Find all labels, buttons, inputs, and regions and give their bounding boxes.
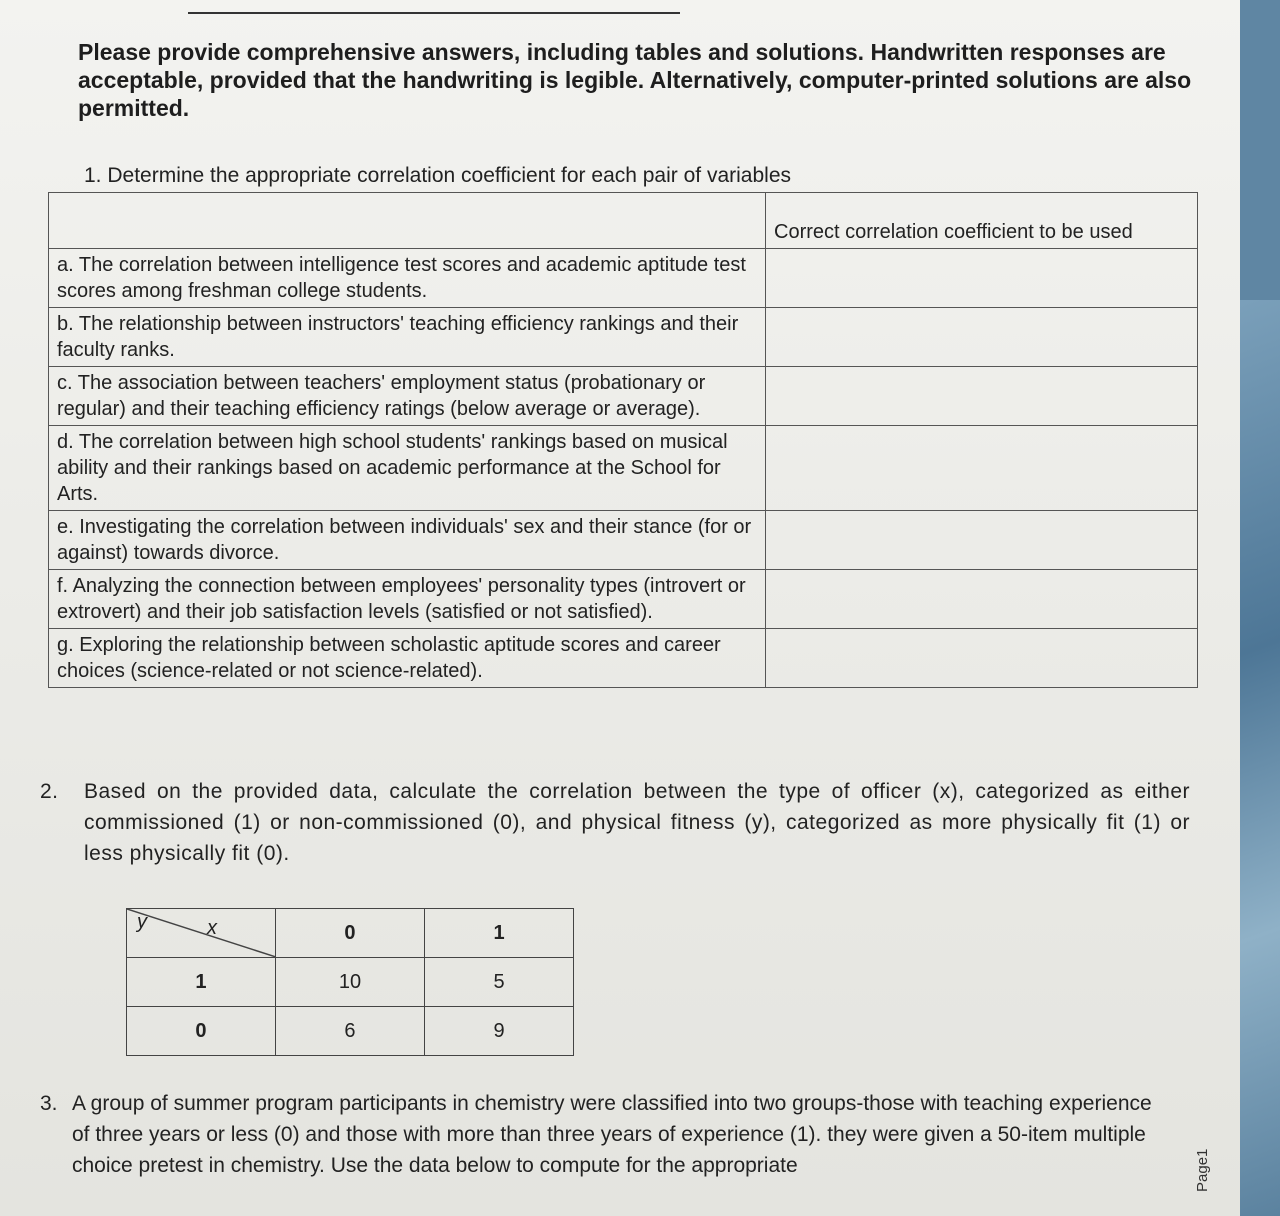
item-f: f. Analyzing the connection between employees' personality types (introvert or extrovert) and their job satisfaction levels (satisfied or not satisfied).: [49, 570, 766, 629]
question-2-number: 2.: [40, 780, 59, 803]
cell-y0-x1: 9: [425, 1007, 574, 1056]
y-value-1: 1: [127, 958, 276, 1007]
correlation-coefficient-table: [48, 192, 1198, 688]
x-axis-label: x: [207, 917, 217, 939]
x-header-0: 0: [275, 909, 424, 958]
item-e: e. Investigating the correlation between individuals' sex and their stance (for or against) towards divorce.: [49, 511, 766, 570]
corner-cell: [127, 909, 276, 958]
table-row: [49, 629, 1198, 688]
cell-y1-x1: 5: [425, 958, 574, 1007]
question-1-heading: 1. Determine the appropriate correlation coefficient for each pair of variables: [84, 164, 791, 187]
x-header-1: 1: [425, 909, 574, 958]
item-d: d. The correlation between high school students' rankings based on musical ability and their rankings based on academic performance at the School for Arts.: [49, 426, 766, 511]
page-number-text: Page1: [1194, 1148, 1211, 1192]
cell-y1-x0: 10: [275, 958, 424, 1007]
item-a: a. The correlation between intelligence test scores and academic aptitude test scores among freshman college students.: [49, 249, 766, 308]
answer-cell-f[interactable]: [766, 570, 1198, 629]
table-row: [49, 367, 1198, 426]
instructions-text: Please provide comprehensive answers, including tables and solutions. Handwritten responses are acceptable, provided that the handwriting is legible. Alternatively, computer-printed solutions are also permitted.: [78, 39, 1192, 121]
table-row: [49, 249, 1198, 308]
table-row: [49, 426, 1198, 511]
diagonal-divider: [127, 909, 276, 957]
table-header-row: [49, 193, 1198, 249]
header-blank-cell: [49, 193, 766, 249]
page-number: [1192, 1150, 1222, 1190]
y-axis-label: y: [137, 911, 147, 933]
table-row: [49, 511, 1198, 570]
answer-cell-g[interactable]: [766, 629, 1198, 688]
question-3-text: A group of summer program participants in chemistry were classified into two groups-those with teaching experience of three years or less (0) and those with more than three years of experience (1). they were given a 50-item multiple choice pretest in chemistry. Use the data below to compute for the appropriate: [72, 1092, 1152, 1177]
question-2: [40, 776, 1190, 869]
answer-cell-d[interactable]: [766, 426, 1198, 511]
answer-cell-e[interactable]: [766, 511, 1198, 570]
answer-cell-b[interactable]: [766, 308, 1198, 367]
cell-y0-x0: 6: [275, 1007, 424, 1056]
item-c: c. The association between teachers' employment status (probationary or regular) and their teaching efficiency ratings (below average or average).: [49, 367, 766, 426]
y-value-0: 0: [127, 1007, 276, 1056]
contingency-header-row: [127, 909, 574, 958]
table-row: [49, 308, 1198, 367]
contingency-table: [126, 908, 574, 1056]
question-3: [40, 1088, 1170, 1181]
contingency-row: [127, 1007, 574, 1056]
table-row: [49, 570, 1198, 629]
question-3-number: 3.: [40, 1092, 58, 1115]
name-underline: [188, 12, 680, 14]
question-2-text: Based on the provided data, calculate the correlation between the type of officer (x), categorized as either commissioned (1) or non-commissioned (0), and physical fitness (y), categorized as more physically fit (1) or less physically fit (0).: [84, 780, 1190, 865]
contingency-row: [127, 958, 574, 1007]
item-b: b. The relationship between instructors' teaching efficiency rankings and their faculty ranks.: [49, 308, 766, 367]
answer-cell-c[interactable]: [766, 367, 1198, 426]
header-coefficient: Correct correlation coefficient to be used: [766, 193, 1198, 249]
answer-cell-a[interactable]: [766, 249, 1198, 308]
item-g: g. Exploring the relationship between scholastic aptitude scores and career choices (science-related or not science-related).: [49, 629, 766, 688]
